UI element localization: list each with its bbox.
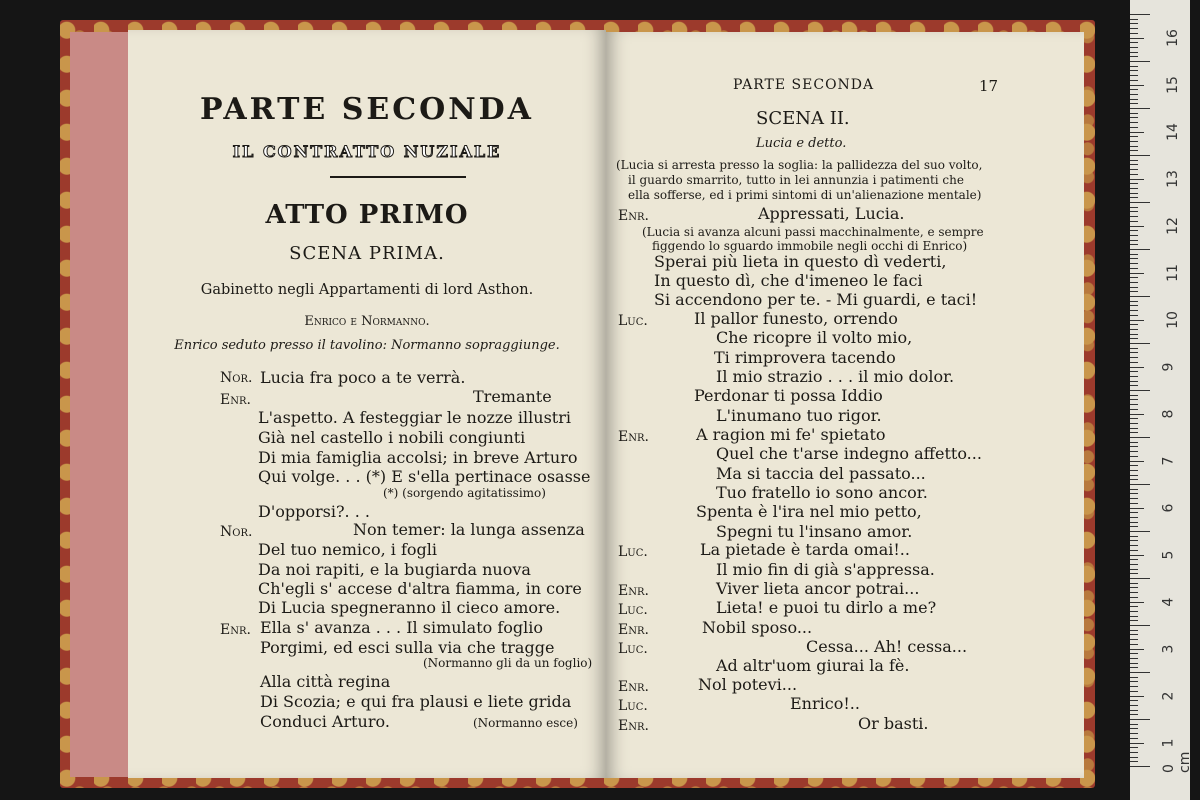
ruler-major-tick xyxy=(1130,531,1150,532)
ruler-minor-tick xyxy=(1130,475,1138,476)
stage-direction-line: ella sofferse, ed i primi sintomi di un'alienazione mentale) xyxy=(628,188,982,202)
ruler-minor-tick xyxy=(1130,367,1144,368)
ruler-minor-tick xyxy=(1130,714,1138,715)
ruler-minor-tick xyxy=(1130,80,1138,81)
speaker: Luc. xyxy=(618,602,648,618)
verse-line: Già nel castello i nobili congiunti xyxy=(258,428,526,447)
verse-line: Perdonar ti possa Iddio xyxy=(694,386,883,405)
ruler-minor-tick xyxy=(1130,752,1138,753)
stage-direction-line: il guardo smarrito, tutto in lei annunzia i patimenti che xyxy=(628,173,964,187)
ruler-minor-tick xyxy=(1130,451,1138,452)
ruler-minor-tick xyxy=(1130,33,1138,34)
act-title: ATTO PRIMO xyxy=(265,200,469,230)
scene-characters: Enrico e Normanno. xyxy=(304,314,430,329)
verse-line: Del tuo nemico, i fogli xyxy=(258,540,438,559)
ruler-minor-tick xyxy=(1130,56,1138,57)
ruler-number: 0 cm xyxy=(1161,751,1193,773)
ruler-minor-tick xyxy=(1130,611,1138,612)
ruler-minor-tick xyxy=(1130,28,1138,29)
verse-line: Conduci Arturo. xyxy=(260,712,390,731)
part-title: PARTE SECONDA xyxy=(200,92,534,127)
verse-line: Il mio fin di già s'appressa. xyxy=(716,560,935,579)
ruler-minor-tick xyxy=(1130,620,1138,621)
ruler-minor-tick xyxy=(1130,559,1138,560)
ruler-minor-tick xyxy=(1130,320,1144,321)
verse-line: Quel che t'arse indegno affetto... xyxy=(716,444,982,463)
ruler-major-tick xyxy=(1130,625,1150,626)
ruler-minor-tick xyxy=(1130,700,1138,701)
ruler-minor-tick xyxy=(1130,743,1144,744)
speaker: Luc. xyxy=(618,313,648,329)
ruler-minor-tick xyxy=(1130,230,1138,231)
ruler-minor-tick xyxy=(1130,587,1138,588)
title-rule xyxy=(330,176,466,178)
ruler-minor-tick xyxy=(1130,536,1138,537)
verse-line: Spegni tu l'insano amor. xyxy=(716,522,913,541)
ruler-minor-tick xyxy=(1130,583,1138,584)
ruler-minor-tick xyxy=(1130,75,1138,76)
verse-line: Qui volge. . . (*) E s'ella pertinace osasse xyxy=(258,467,591,486)
ruler-minor-tick xyxy=(1130,573,1138,574)
speaker: Nor. xyxy=(220,524,253,540)
verse-line: Che ricopre il volto mio, xyxy=(716,328,913,347)
ruler-minor-tick xyxy=(1130,174,1138,175)
verse-line: Alla città regina xyxy=(260,672,391,691)
ruler-minor-tick xyxy=(1130,376,1138,377)
ruler-minor-tick xyxy=(1130,348,1138,349)
ruler-minor-tick xyxy=(1130,240,1138,241)
left-page xyxy=(128,30,606,778)
ruler-minor-tick xyxy=(1130,512,1138,513)
ruler-number: 16 xyxy=(1164,28,1181,47)
ruler-minor-tick xyxy=(1130,616,1138,617)
verse-line: Tuo fratello io sono ancor. xyxy=(716,483,928,502)
ruler-minor-tick xyxy=(1130,677,1138,678)
verse-line: Di Scozia; e qui fra plausi e liete grida xyxy=(260,692,572,711)
part-subtitle: IL CONTRATTO NUZIALE xyxy=(232,142,502,161)
ruler-major-tick xyxy=(1130,249,1150,250)
ruler-minor-tick xyxy=(1130,221,1138,222)
ruler-minor-tick xyxy=(1130,287,1138,288)
ruler-minor-tick xyxy=(1130,757,1138,758)
ruler-minor-tick xyxy=(1130,179,1144,180)
ruler-minor-tick xyxy=(1130,540,1138,541)
ruler-minor-tick xyxy=(1130,263,1138,264)
ruler-number: 7 xyxy=(1160,456,1177,465)
ruler-minor-tick xyxy=(1130,291,1138,292)
ruler-minor-tick xyxy=(1130,592,1138,593)
ruler-minor-tick xyxy=(1130,564,1138,565)
verse-line: In questo dì, che d'imeneo le faci xyxy=(654,271,923,290)
ruler-major-tick xyxy=(1130,390,1150,391)
ruler-minor-tick xyxy=(1130,465,1138,466)
ruler-minor-tick xyxy=(1130,489,1138,490)
ruler-minor-tick xyxy=(1130,569,1138,570)
measuring-ruler xyxy=(1130,0,1193,800)
ruler-minor-tick xyxy=(1130,183,1138,184)
ruler-minor-tick xyxy=(1130,658,1138,659)
footnote: (*) (sorgendo agitatissimo) xyxy=(383,486,546,500)
ruler-minor-tick xyxy=(1130,160,1138,161)
speaker: Luc. xyxy=(618,641,648,657)
verse-line: Ella s' avanza . . . Il simulato foglio xyxy=(260,618,544,637)
ruler-major-tick xyxy=(1130,672,1150,673)
verse-line: L'inumano tuo rigor. xyxy=(716,406,882,425)
ruler-minor-tick xyxy=(1130,362,1138,363)
ruler-minor-tick xyxy=(1130,404,1138,405)
stage-note: (Normanno esce) xyxy=(473,716,578,730)
scene-characters: Lucia e detto. xyxy=(756,136,847,151)
verse-line: Non temer: la lunga assenza xyxy=(353,520,585,539)
ruler-minor-tick xyxy=(1130,146,1138,147)
ruler-minor-tick xyxy=(1130,456,1138,457)
speaker: Enr. xyxy=(618,718,649,734)
ruler-minor-tick xyxy=(1130,761,1138,762)
verse-line: Spenta è l'ira nel mio petto, xyxy=(696,502,922,521)
ruler-minor-tick xyxy=(1130,696,1144,697)
ruler-number: 14 xyxy=(1164,122,1181,141)
ruler-minor-tick xyxy=(1130,324,1138,325)
ruler-minor-tick xyxy=(1130,99,1138,100)
speaker: Enr. xyxy=(618,679,649,695)
ruler-minor-tick xyxy=(1130,526,1138,527)
verse-line: Il pallor funesto, orrendo xyxy=(694,309,898,328)
verse-line: Sperai più lieta in questo dì vederti, xyxy=(654,252,947,271)
verse-line: Ma si taccia del passato... xyxy=(716,464,926,483)
ruler-minor-tick xyxy=(1130,127,1138,128)
ruler-major-tick xyxy=(1130,484,1150,485)
ruler-minor-tick xyxy=(1130,461,1144,462)
ruler-minor-tick xyxy=(1130,503,1138,504)
ruler-minor-tick xyxy=(1130,606,1138,607)
ruler-major-tick xyxy=(1130,766,1150,767)
ruler-minor-tick xyxy=(1130,47,1138,48)
ruler-minor-tick xyxy=(1130,268,1138,269)
ruler-minor-tick xyxy=(1130,315,1138,316)
ruler-minor-tick xyxy=(1130,446,1138,447)
ruler-major-tick xyxy=(1130,437,1150,438)
ruler-minor-tick xyxy=(1130,66,1138,67)
ruler-minor-tick xyxy=(1130,235,1138,236)
ruler-number: 6 xyxy=(1160,503,1177,512)
ruler-minor-tick xyxy=(1130,244,1138,245)
ruler-minor-tick xyxy=(1130,522,1138,523)
ruler-minor-tick xyxy=(1130,70,1138,71)
verse-line: Nobil sposo... xyxy=(702,618,813,637)
ruler-minor-tick xyxy=(1130,42,1138,43)
ruler-minor-tick xyxy=(1130,301,1138,302)
speaker: Enr. xyxy=(618,429,649,445)
verse-line: Da noi rapiti, e la bugiarda nuova xyxy=(258,560,531,579)
ruler-minor-tick xyxy=(1130,428,1138,429)
ruler-minor-tick xyxy=(1130,381,1138,382)
ruler-number: 11 xyxy=(1164,263,1181,282)
ruler-minor-tick xyxy=(1130,639,1138,640)
ruler-number: 8 xyxy=(1160,409,1177,418)
scene-title: SCENA II. xyxy=(756,108,850,129)
ruler-minor-tick xyxy=(1130,493,1138,494)
ruler-minor-tick xyxy=(1130,663,1138,664)
verse-line: Ti rimprovera tacendo xyxy=(714,348,896,367)
ruler-minor-tick xyxy=(1130,52,1138,53)
ruler-minor-tick xyxy=(1130,357,1138,358)
stage-note: (Normanno gli da un foglio) xyxy=(423,656,593,670)
verse-line: Cessa... Ah! cessa... xyxy=(806,637,968,656)
ruler-minor-tick xyxy=(1130,334,1138,335)
ruler-minor-tick xyxy=(1130,550,1138,551)
ruler-minor-tick xyxy=(1130,681,1138,682)
ruler-major-tick xyxy=(1130,14,1150,15)
ruler-minor-tick xyxy=(1130,103,1138,104)
endpaper-strip xyxy=(70,32,128,777)
ruler-major-tick xyxy=(1130,719,1150,720)
ruler-minor-tick xyxy=(1130,226,1144,227)
ruler-minor-tick xyxy=(1130,136,1138,137)
ruler-minor-tick xyxy=(1130,338,1138,339)
ruler-minor-tick xyxy=(1130,630,1138,631)
ruler-minor-tick xyxy=(1130,602,1144,603)
verse-line: Appressati, Lucia. xyxy=(758,204,905,223)
ruler-minor-tick xyxy=(1130,23,1138,24)
ruler-minor-tick xyxy=(1130,409,1138,410)
ruler-minor-tick xyxy=(1130,385,1138,386)
verse-line: Viver lieta ancor potrai... xyxy=(716,579,920,598)
verse-line: Di Lucia spegneranno il cieco amore. xyxy=(258,598,561,617)
ruler-minor-tick xyxy=(1130,649,1144,650)
ruler-minor-tick xyxy=(1130,597,1138,598)
verse-line: Di mia famiglia accolsi; in breve Arturo xyxy=(258,448,578,467)
ruler-minor-tick xyxy=(1130,282,1138,283)
speaker: Enr. xyxy=(618,583,649,599)
ruler-minor-tick xyxy=(1130,122,1138,123)
ruler-minor-tick xyxy=(1130,667,1138,668)
speaker: Enr. xyxy=(220,392,251,408)
ruler-minor-tick xyxy=(1130,38,1144,39)
ruler-minor-tick xyxy=(1130,113,1138,114)
ruler-minor-tick xyxy=(1130,352,1138,353)
verse-line: Ad altr'uom giurai la fè. xyxy=(716,656,910,675)
ruler-minor-tick xyxy=(1130,169,1138,170)
ruler-minor-tick xyxy=(1130,193,1138,194)
ruler-minor-tick xyxy=(1130,724,1138,725)
ruler-minor-tick xyxy=(1130,19,1138,20)
ruler-minor-tick xyxy=(1130,94,1138,95)
ruler-minor-tick xyxy=(1130,132,1144,133)
ruler-minor-tick xyxy=(1130,89,1138,90)
ruler-minor-tick xyxy=(1130,508,1144,509)
ruler-minor-tick xyxy=(1130,207,1138,208)
ruler-minor-tick xyxy=(1130,254,1138,255)
stage-direction-line: (Lucia si avanza alcuni passi macchinalmente, e sempre xyxy=(642,225,984,239)
ruler-major-tick xyxy=(1130,202,1150,203)
ruler-minor-tick xyxy=(1130,498,1138,499)
ruler-minor-tick xyxy=(1130,418,1138,419)
ruler-major-tick xyxy=(1130,61,1150,62)
verse-line: D'opporsi?. . . xyxy=(258,502,370,521)
ruler-minor-tick xyxy=(1130,432,1138,433)
ruler-major-tick xyxy=(1130,155,1150,156)
ruler-minor-tick xyxy=(1130,710,1138,711)
ruler-number: 9 xyxy=(1160,362,1177,371)
ruler-minor-tick xyxy=(1130,738,1138,739)
speaker: Luc. xyxy=(618,544,648,560)
verse-line: Si accendono per te. - Mi guardi, e taci! xyxy=(654,290,978,309)
ruler-number: 15 xyxy=(1164,75,1181,94)
speaker: Nor. xyxy=(220,370,253,386)
ruler-minor-tick xyxy=(1130,164,1138,165)
ruler-minor-tick xyxy=(1130,85,1144,86)
ruler-minor-tick xyxy=(1130,686,1138,687)
ruler-minor-tick xyxy=(1130,545,1138,546)
ruler-minor-tick xyxy=(1130,555,1144,556)
ruler-number: 2 xyxy=(1160,691,1177,700)
stage-direction-line: (Lucia si arresta presso la soglia: la pallidezza del suo volto, xyxy=(616,158,983,172)
ruler-minor-tick xyxy=(1130,479,1138,480)
ruler-minor-tick xyxy=(1130,277,1138,278)
verse-line: Tremante xyxy=(473,387,552,406)
ruler-minor-tick xyxy=(1130,747,1138,748)
ruler-minor-tick xyxy=(1130,258,1138,259)
speaker: Enr. xyxy=(220,622,251,638)
ruler-minor-tick xyxy=(1130,733,1138,734)
ruler-major-tick xyxy=(1130,296,1150,297)
verse-line: Nol potevi... xyxy=(698,675,798,694)
ruler-minor-tick xyxy=(1130,653,1138,654)
ruler-minor-tick xyxy=(1130,399,1138,400)
ruler-number: 12 xyxy=(1164,216,1181,235)
ruler-major-tick xyxy=(1130,343,1150,344)
running-head: PARTE SECONDA xyxy=(733,77,875,93)
verse-line: La pietade è tarda omai!.. xyxy=(700,540,910,559)
speaker: Luc. xyxy=(618,698,648,714)
ruler-minor-tick xyxy=(1130,705,1138,706)
ruler-minor-tick xyxy=(1130,644,1138,645)
ruler-number: 4 xyxy=(1160,597,1177,606)
ruler-minor-tick xyxy=(1130,188,1138,189)
ruler-number: 10 xyxy=(1164,310,1181,329)
ruler-minor-tick xyxy=(1130,691,1138,692)
scene-title: SCENA PRIMA. xyxy=(289,243,445,264)
ruler-minor-tick xyxy=(1130,141,1138,142)
verse-line: Ch'egli s' accese d'altra fiamma, in core xyxy=(258,579,582,598)
ruler-minor-tick xyxy=(1130,211,1138,212)
ruler-minor-tick xyxy=(1130,216,1138,217)
ruler-minor-tick xyxy=(1130,423,1138,424)
speaker: Enr. xyxy=(618,622,649,638)
ruler-minor-tick xyxy=(1130,371,1138,372)
ruler-minor-tick xyxy=(1130,414,1144,415)
ruler-minor-tick xyxy=(1130,150,1138,151)
speaker: Enr. xyxy=(618,208,649,224)
ruler-number: 3 xyxy=(1160,644,1177,653)
ruler-minor-tick xyxy=(1130,634,1138,635)
ruler-minor-tick xyxy=(1130,395,1138,396)
ruler-number: 5 xyxy=(1160,550,1177,559)
ruler-minor-tick xyxy=(1130,517,1138,518)
ruler-number: 1 xyxy=(1160,738,1177,747)
ruler-minor-tick xyxy=(1130,273,1144,274)
verse-line: A ragion mi fe' spietato xyxy=(696,425,886,444)
verse-line: Lieta! e puoi tu dirlo a me? xyxy=(716,598,937,617)
stage-direction-line: figgendo lo sguardo immobile negli occhi di Enrico) xyxy=(652,239,968,253)
right-page xyxy=(606,32,1084,778)
verse-line: Porgimi, ed esci sulla via che tragge xyxy=(260,638,555,657)
verse-line: Enrico!.. xyxy=(790,694,860,713)
scene-setting: Gabinetto negli Appartamenti di lord Asthon. xyxy=(200,282,534,298)
ruler-minor-tick xyxy=(1130,117,1138,118)
verse-line: Or basti. xyxy=(858,714,929,733)
ruler-minor-tick xyxy=(1130,310,1138,311)
ruler-minor-tick xyxy=(1130,470,1138,471)
page-number: 17 xyxy=(979,77,999,95)
verse-line: Lucia fra poco a te verrà. xyxy=(260,368,466,387)
ruler-minor-tick xyxy=(1130,728,1138,729)
verse-line: L'aspetto. A festeggiar le nozze illustri xyxy=(258,408,571,427)
stage-direction: Enrico seduto presso il tavolino: Normanno sopraggiunge. xyxy=(174,338,560,353)
ruler-minor-tick xyxy=(1130,305,1138,306)
ruler-major-tick xyxy=(1130,108,1150,109)
verse-line: Il mio strazio . . . il mio dolor. xyxy=(716,367,955,386)
ruler-minor-tick xyxy=(1130,197,1138,198)
ruler-major-tick xyxy=(1130,578,1150,579)
ruler-minor-tick xyxy=(1130,442,1138,443)
ruler-number: 13 xyxy=(1164,169,1181,188)
ruler-minor-tick xyxy=(1130,329,1138,330)
